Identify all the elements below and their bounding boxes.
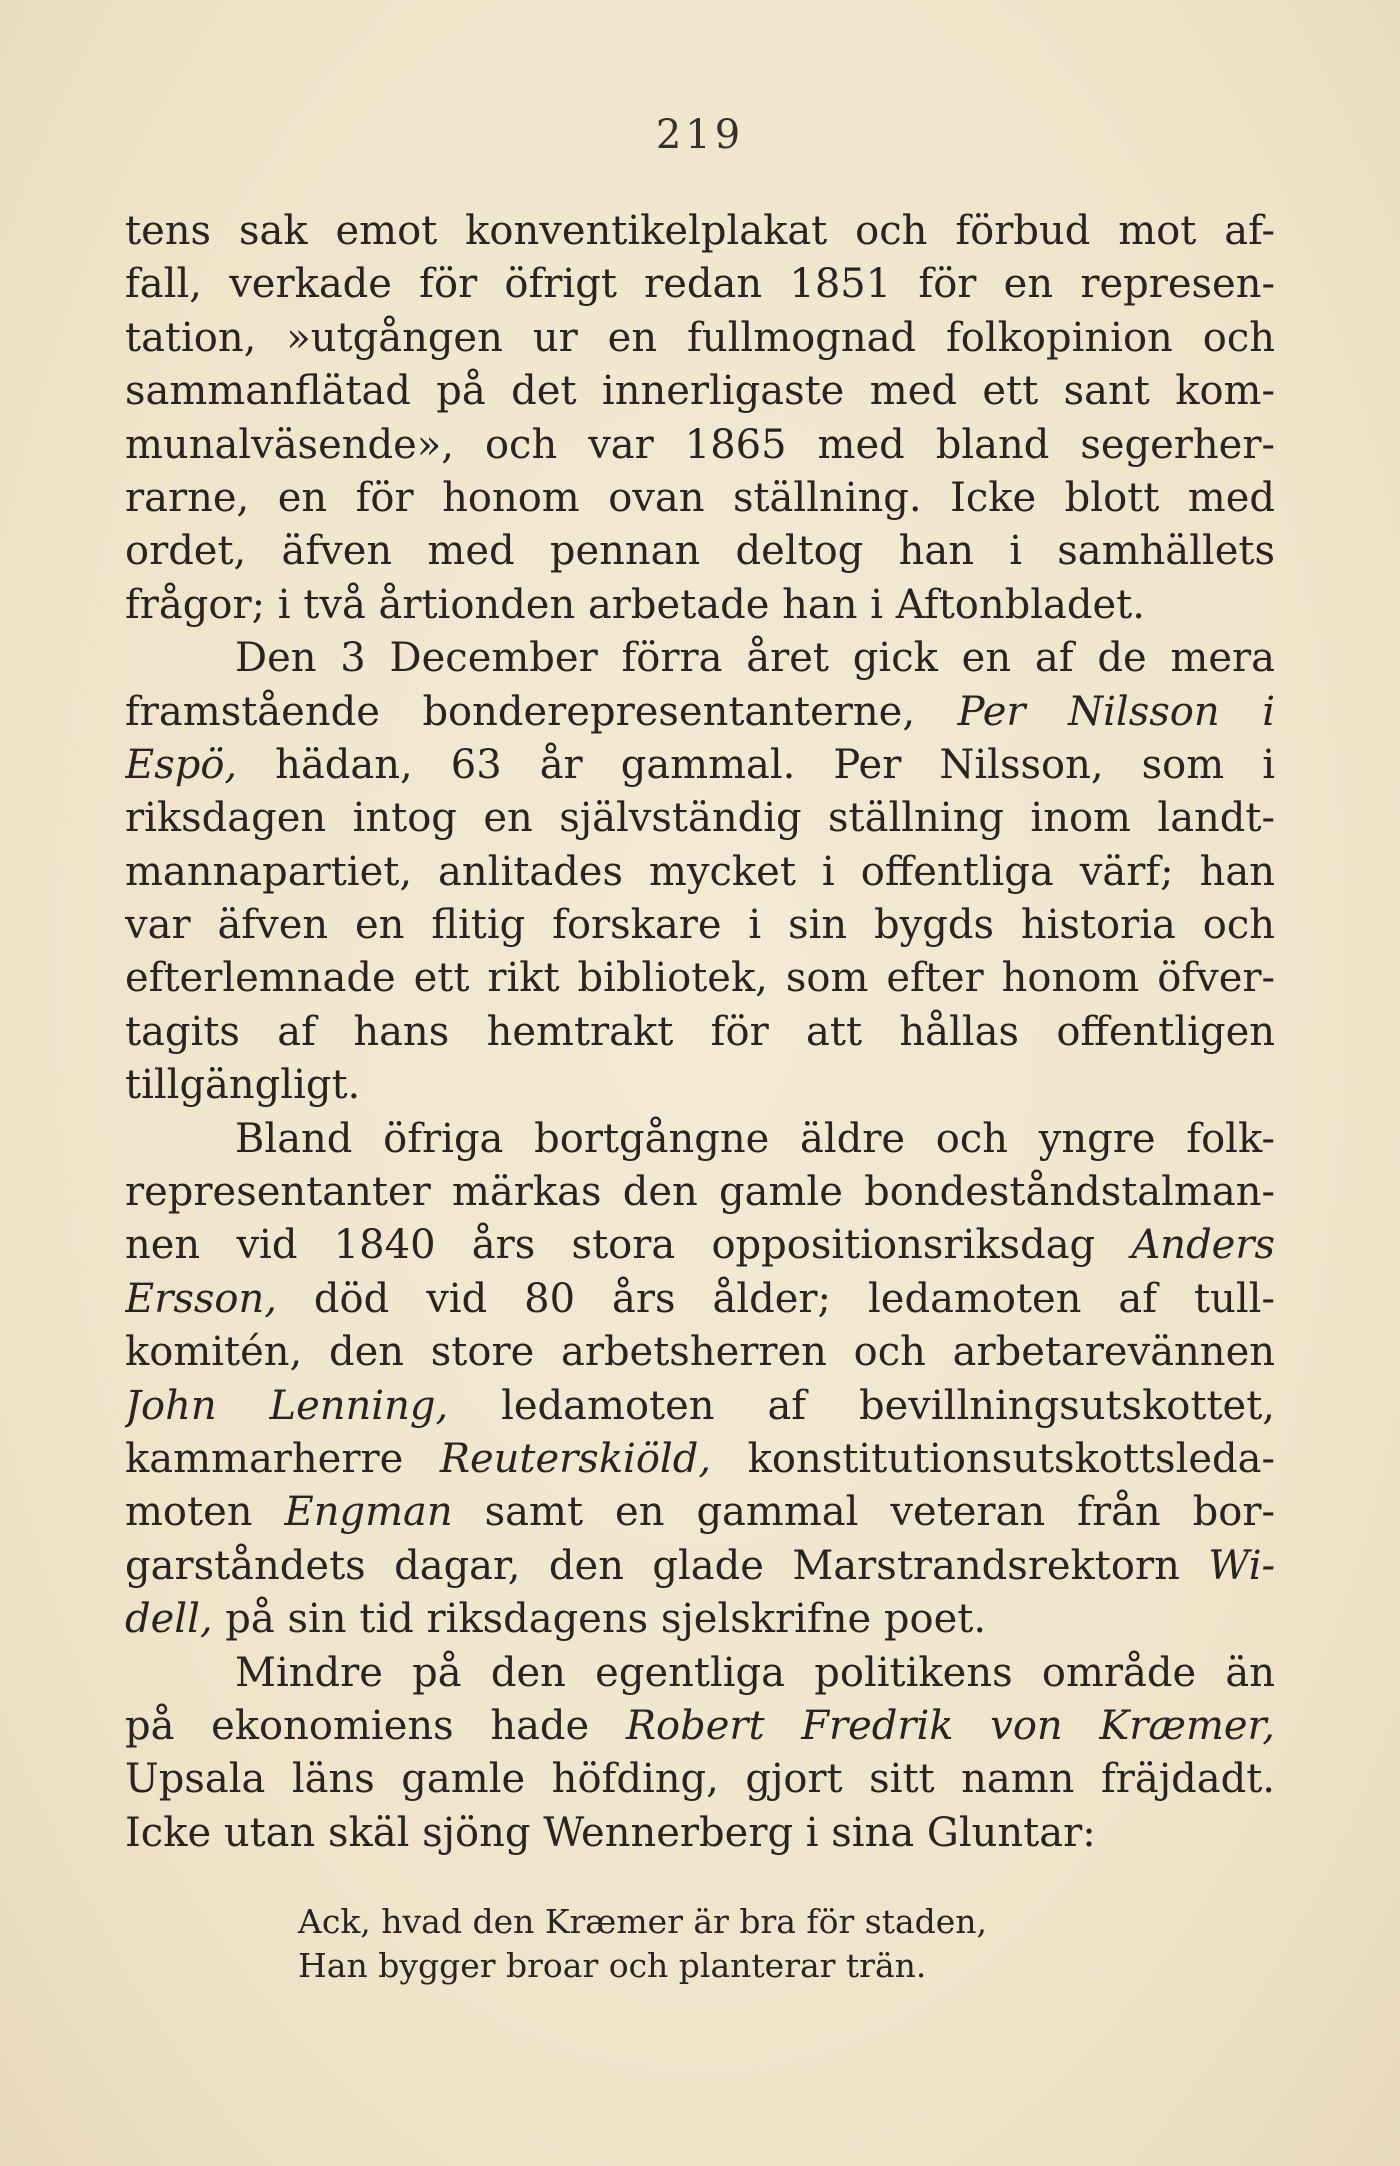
text-line: Ersson, död vid 80 års ålder; ledamoten af tull- [125, 1275, 1275, 1322]
italic-name: Espö, [125, 741, 238, 788]
text-line: Mindre på den egentliga politikens område än [235, 1649, 1275, 1696]
text-line: munalväsende», och var 1865 med bland segerher- [125, 421, 1275, 468]
text-line: tens sak emot konventikelplakat och förbud mot af- [125, 208, 1275, 254]
text-line: tation, »utgången ur en fullmognad folkopinion och [125, 314, 1275, 361]
text-line: komitén, den store arbetsherren och arbetarevännen [125, 1329, 1275, 1376]
text-line: framstående bonderepresentanterne, Per Nilsson i [125, 688, 1275, 735]
italic-name: Anders [1131, 1222, 1275, 1269]
verse-line: Han bygger broar och planterar trän. [298, 1946, 927, 1985]
text-line: garståndets dagar, den glade Marstrandsrektorn Wi- [125, 1542, 1275, 1589]
text-line: dell, på sin tid riksdagens sjelskrifne poet. [125, 1596, 987, 1643]
text-line: John Lenning, ledamoten af bevillningsutskottet, [125, 1382, 1275, 1429]
text-line: nen vid 1840 års stora oppositionsriksdag Anders [125, 1222, 1275, 1269]
text-line: efterlemnade ett rikt bibliotek, som efter honom öfver- [125, 955, 1275, 1002]
text-line: Bland öfriga bortgångne äldre och yngre folk- [235, 1115, 1275, 1162]
text-line: moten Engman samt en gammal veteran från bor- [125, 1489, 1275, 1536]
text-line: ordet, äfven med pennan deltog han i samhällets [125, 528, 1275, 575]
italic-name: Robert Fredrik von Kræmer, [625, 1702, 1275, 1749]
italic-name: Per Nilsson i [957, 688, 1275, 735]
text-line: Den 3 December förra året gick en af de mera [235, 635, 1275, 682]
text-line: på ekonomiens hade Robert Fredrik von Kræmer, [125, 1702, 1275, 1749]
italic-name: dell, [125, 1596, 213, 1643]
text-line: tillgängligt. [125, 1062, 361, 1109]
text-line: representanter märkas den gamle bondeståndstalman- [125, 1169, 1275, 1216]
italic-name: Reuterskiöld, [439, 1435, 712, 1482]
text-line: Icke utan skäl sjöng Wennerberg i sina Gluntar: [125, 1809, 1096, 1856]
text-line: kammarherre Reuterskiöld, konstitutionsutskottsleda- [125, 1435, 1275, 1482]
text-line: var äfven en flitig forskare i sin bygds historia och [125, 902, 1275, 949]
italic-name: Engman [284, 1489, 453, 1536]
italic-name: Wi- [1208, 1542, 1275, 1589]
italic-name: John Lenning, [125, 1382, 449, 1429]
text-line: fall, verkade för öfrigt redan 1851 för en represen- [125, 261, 1275, 308]
text-line: Upsala läns gamle höfding, gjort sitt namn fräjdadt. [125, 1756, 1275, 1803]
body-text [125, 205, 1275, 1860]
text-line: riksdagen intog en självständig ställning inom landt- [125, 795, 1275, 842]
verse-line: Ack, hvad den Kræmer är bra för staden, [298, 1902, 988, 1941]
text-line: Espö, hädan, 63 år gammal. Per Nilsson, som i [125, 741, 1275, 788]
text-line: sammanflätad på det innerligaste med ett sant kom- [125, 368, 1275, 415]
text-line: rarne, en för honom ovan ställning. Icke blott med [125, 474, 1275, 521]
text-line: mannapartiet, anlitades mycket i offentliga värf; han [125, 848, 1275, 895]
text-line: frågor; i två årtionden arbetade han i Aftonbladet. [125, 581, 1145, 628]
page-number: 219 [655, 112, 745, 158]
text-line: tagits af hans hemtrakt för att hållas offentligen [125, 1008, 1275, 1055]
italic-name: Ersson, [125, 1275, 277, 1322]
